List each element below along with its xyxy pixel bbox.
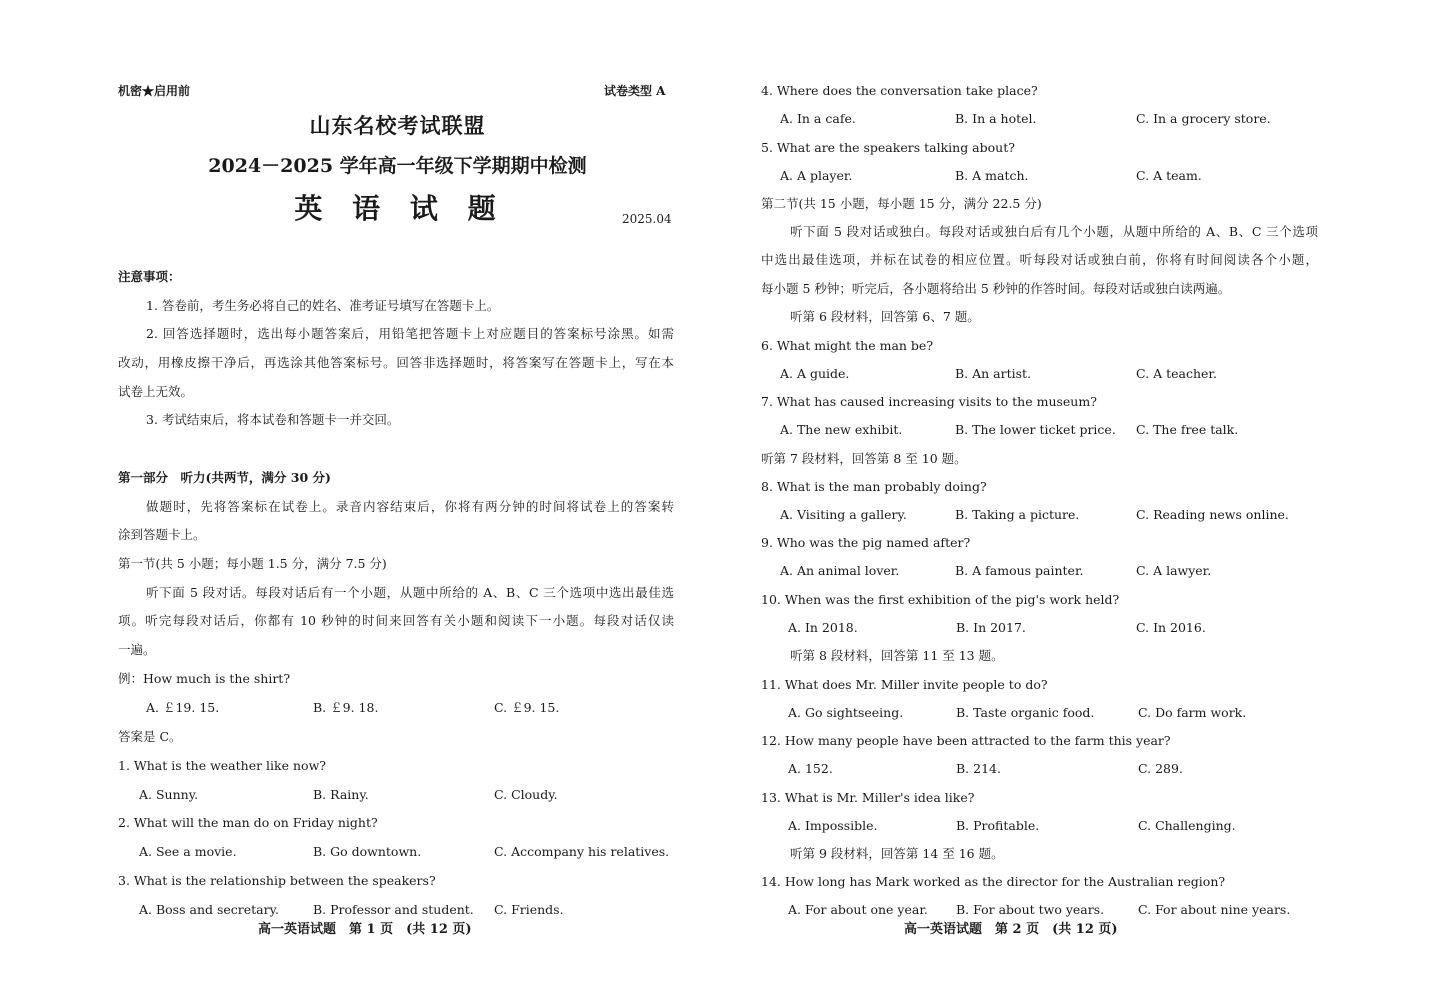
option-c: C. The free talk. (1136, 422, 1239, 437)
part1-intro-line-1: 做题时，先将答案标在试卷上。录音内容结束后，你将有两分钟的时间将试卷上的答案转 (146, 499, 674, 514)
confidential-label: 机密★启用前 (118, 84, 191, 98)
question-stem: 5. What are the speakers talking about? (761, 140, 1015, 155)
option-a: A. 152. (788, 761, 833, 776)
example-answer: 答案是 C。 (118, 729, 182, 744)
option-c: C. A lawyer. (1136, 563, 1212, 578)
section1-title: 第一节(共 5 小题；每小题 1.5 分，满分 7.5 分) (118, 556, 387, 571)
option-a: A. Impossible. (788, 818, 878, 833)
question-stem: 11. What does Mr. Miller invite people to do? (761, 677, 1048, 692)
section1-intro-line-2: 项。听完每段对话后，你都有 10 秒钟的时间来回答有关小题和阅读下一小题。每段对话仅读 (118, 613, 674, 628)
option-a: A. Visiting a gallery. (780, 507, 907, 522)
option-a: A. In a cafe. (780, 111, 856, 126)
page-footer: 高一英语试题 第 2 页 (共 12 页) (904, 922, 1118, 937)
option-c: C. Reading news online. (1136, 507, 1289, 522)
exam-subject-title: 英 语 试 题 (294, 192, 506, 225)
exam-org-title: 山东名校考试联盟 (309, 113, 486, 138)
option-b: B. 214. (956, 761, 1001, 776)
option-b: B. Taste organic food. (956, 705, 1095, 720)
question-stem: 8. What is the man probably doing? (761, 479, 987, 494)
example-option-a: A. ￡19. 15. (146, 700, 220, 715)
question-stem: 9. Who was the pig named after? (761, 535, 971, 550)
page-footer: 高一英语试题 第 1 页 (共 12 页) (258, 922, 472, 937)
option-c: C. A teacher. (1136, 366, 1217, 381)
option-b: B. The lower ticket price. (955, 422, 1116, 437)
option-b: B. A famous painter. (955, 563, 1084, 578)
notice-item-1: 1. 答卷前，考生务必将自己的姓名、准考证号填写在答题卡上。 (146, 298, 500, 313)
question-stem: 3. What is the relationship between the speakers? (118, 873, 436, 888)
option-c: C. In 2016. (1136, 620, 1206, 635)
section2-title: 第二节(共 15 小题，每小题 15 分，满分 22.5 分) (761, 196, 1042, 211)
option-a: A. Go sightseeing. (788, 705, 904, 720)
option-b: B. In 2017. (956, 620, 1026, 635)
option-c: C. A team. (1136, 168, 1202, 183)
example-option-c: C. ￡9. 15. (494, 700, 560, 715)
section1-intro-line-3: 一遍。 (118, 642, 156, 657)
notice-item-2-line-2: 改动，用橡皮擦干净后，再选涂其他答案标号。回答非选择题时，将答案写在答题卡上，写在本 (118, 355, 674, 370)
option-b: B. Rainy. (313, 787, 369, 802)
option-c: C. 289. (1138, 761, 1183, 776)
question-stem: 7. What has caused increasing visits to the museum? (761, 394, 1097, 409)
question-stem: 4. Where does the conversation take place? (761, 83, 1038, 98)
option-c: C. Accompany his relatives. (494, 844, 670, 859)
option-a: A. In 2018. (788, 620, 858, 635)
section2-intro-line-3: 每小题 5 秒钟；听完后，各小题将给出 5 秒钟的作答时间。每段对话或独白读两遍。 (761, 281, 1231, 296)
notice-item-2-line-1: 2. 回答选择题时，选出每小题答案后，用铅笔把答题卡上对应题目的答案标号涂黑。如需 (146, 326, 674, 341)
option-b: B. In a hotel. (955, 111, 1037, 126)
material-heading: 听第 9 段材料，回答第 14 至 16 题。 (790, 846, 1004, 861)
option-b: B. Taking a picture. (955, 507, 1080, 522)
option-a: A. See a movie. (139, 844, 237, 859)
option-b: B. Profitable. (956, 818, 1040, 833)
exam-page-1 (0, 0, 718, 1002)
question-stem: 6. What might the man be? (761, 338, 934, 353)
exam-page-2 (718, 0, 1437, 1002)
exam-date: 2025.04 (622, 212, 672, 226)
notice-item-2-line-3: 试卷上无效。 (118, 384, 194, 399)
option-a: A. A guide. (780, 366, 850, 381)
option-a: A. A player. (780, 168, 853, 183)
notice-item-3: 3. 考试结束后，将本试卷和答题卡一并交回。 (146, 412, 400, 427)
option-c: C. Do farm work. (1138, 705, 1247, 720)
question-stem: 10. When was the first exhibition of the pig's work held? (761, 592, 1120, 607)
question-stem: 13. What is Mr. Miller's idea like? (761, 790, 975, 805)
option-a: A. An animal lover. (780, 563, 900, 578)
option-a: A. Sunny. (139, 787, 199, 802)
option-b: B. Go downtown. (313, 844, 422, 859)
section2-intro-line-1: 听下面 5 段对话或独白。每段对话或独白后有几个小题，从题中所给的 A、B、C 三个选项 (790, 224, 1318, 239)
option-c: C. For about nine years. (1138, 902, 1291, 917)
example-question: 例：How much is the shirt? (118, 671, 291, 686)
question-stem: 12. How many people have been attracted to the farm this year? (761, 733, 1171, 748)
part1-title: 第一部分 听力(共两节，满分 30 分) (118, 470, 331, 485)
section1-intro-line-1: 听下面 5 段对话。每段对话后有一个小题，从题中所给的 A、B、C 三个选项中选出最佳选 (146, 585, 674, 600)
option-b: B. Professor and student. (313, 902, 474, 917)
example-option-b: B. ￡9. 18. (313, 700, 379, 715)
option-c: C. Challenging. (1138, 818, 1236, 833)
option-a: A. Boss and secretary. (139, 902, 279, 917)
option-a: A. The new exhibit. (780, 422, 903, 437)
question-stem: 2. What will the man do on Friday night? (118, 815, 378, 830)
material-heading: 听第 6 段材料，回答第 6、7 题。 (790, 309, 980, 324)
option-a: A. For about one year. (788, 902, 928, 917)
option-b: B. A match. (955, 168, 1029, 183)
section2-intro-line-2: 中选出最佳选项，并标在试卷的相应位置。听每段对话或独白前，你将有时间阅读各个小题， (761, 252, 1318, 267)
option-b: B. An artist. (955, 366, 1032, 381)
question-stem: 1. What is the weather like now? (118, 758, 326, 773)
question-stem: 14. How long has Mark worked as the director for the Australian region? (761, 874, 1226, 889)
paper-type-label: 试卷类型 A (604, 84, 666, 98)
option-c: C. Cloudy. (494, 787, 558, 802)
option-c: C. In a grocery store. (1136, 111, 1271, 126)
material-heading: 听第 8 段材料，回答第 11 至 13 题。 (790, 648, 1004, 663)
option-b: B. For about two years. (956, 902, 1105, 917)
option-c: C. Friends. (494, 902, 564, 917)
part1-intro-line-2: 涂到答题卡上。 (118, 527, 206, 542)
notice-title: 注意事项： (118, 269, 181, 284)
exam-term-title: 2024－2025 学年高一年级下学期期中检测 (208, 155, 587, 177)
material-heading: 听第 7 段材料，回答第 8 至 10 题。 (761, 451, 967, 466)
